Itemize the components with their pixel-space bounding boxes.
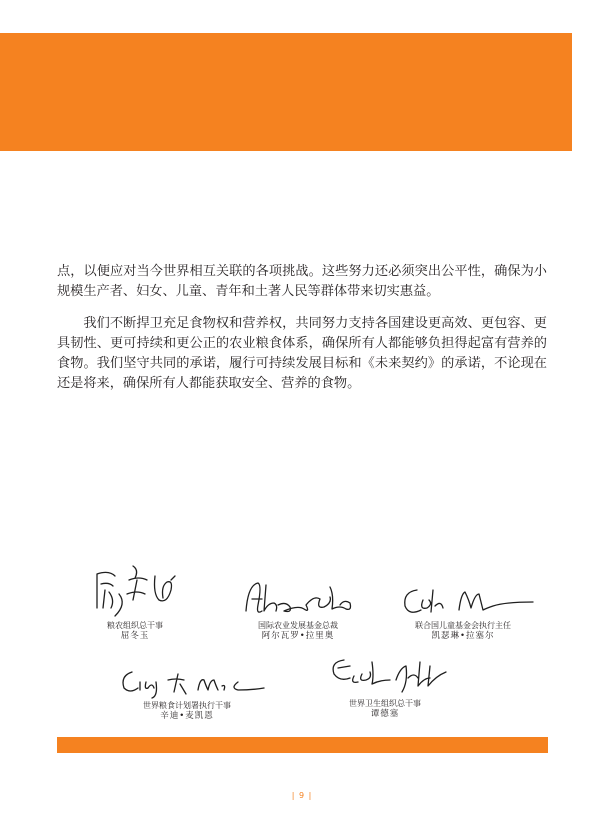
signatory-name: 辛迪•麦凯恩 (160, 711, 214, 721)
paragraph-1: 点，以便应对当今世界相互关联的各项挑战。这些努力还必须突出公平性，确保为小规模生产者、妇女、儿童、青年和土著人民等群体带来切实惠益。 (57, 264, 547, 299)
signature-image-who (310, 652, 460, 698)
signature-block-ifad (203, 575, 393, 642)
signature-block-who (290, 652, 480, 720)
signature-block-unicef (368, 580, 558, 642)
signatory-title: 粮农组织总干事 (107, 621, 163, 630)
signatory-title: 联合国儿童基金会执行主任 (415, 621, 511, 630)
signatory-title: 世界粮食计划署执行干事 (143, 701, 231, 710)
footer-color-bar (57, 737, 548, 753)
signature-image-ifad (228, 575, 368, 620)
header-color-band (0, 33, 572, 151)
signatory-name: 阿尔瓦罗•拉里奥 (261, 631, 335, 641)
signatory-title: 世界卫生组织总干事 (349, 699, 421, 708)
signature-image-unicef (383, 580, 543, 620)
signatory-name: 凯瑟琳•拉塞尔 (431, 631, 495, 641)
signatory-name: 屈冬玉 (120, 631, 150, 641)
body-text (57, 262, 547, 394)
page-number: | 9 | (291, 791, 313, 800)
signature-block-fao (40, 560, 230, 642)
signatory-title: 国际农业发展基金总裁 (258, 621, 338, 630)
paragraph-2: 我们不断捍卫充足食物权和营养权，共同努力支持各国建设更高效、更包容、更具韧性、更可持续和更公正的农业粮食体系，确保所有人都能够负担得起富有营养的食物。我们坚守共同的承诺，履行可持续发展目标和《未来契约》的承诺，不论现在还是将来，确保所有人都能获取安全、营养的食物。 (57, 316, 547, 391)
signature-image-wfp (102, 660, 272, 700)
signature-block-wfp (92, 660, 282, 722)
signature-image-fao (75, 560, 195, 620)
signatory-name: 谭德塞 (370, 709, 400, 719)
